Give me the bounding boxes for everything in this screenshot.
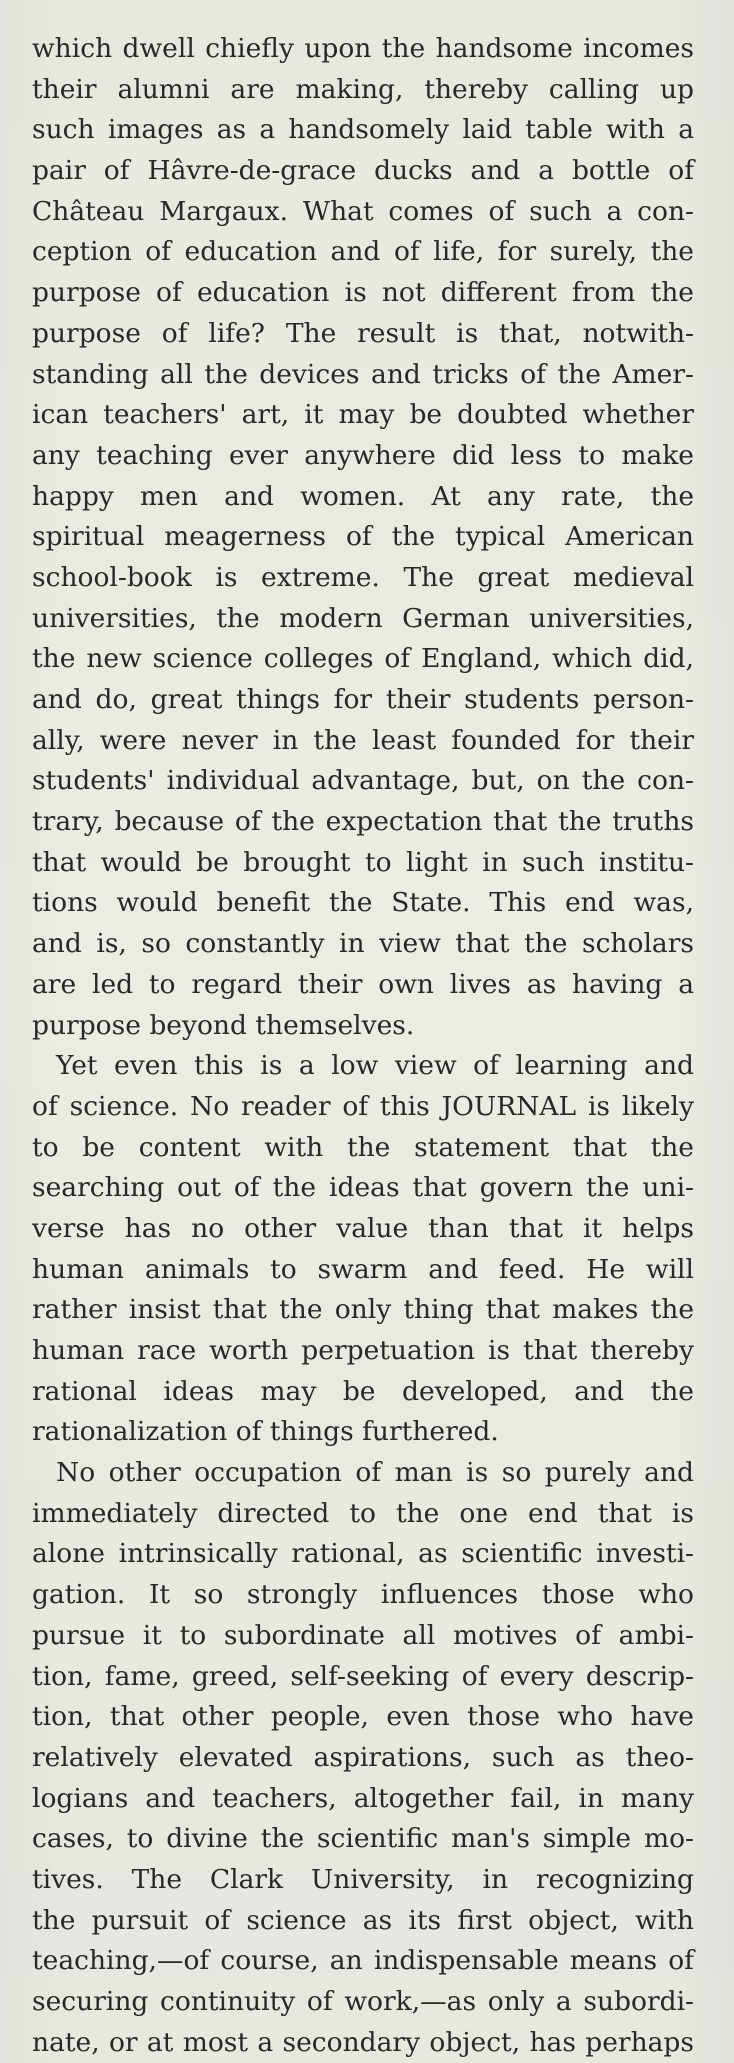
paragraph (32, 1046, 694, 1453)
text-line: gation. It so strongly influences those who (32, 1579, 694, 1611)
text-line: their alumni are making, thereby calling up (32, 73, 694, 105)
text-line: that would be brought to light in such institu- (32, 846, 694, 878)
text-line: pair of Hâvre-de-grace ducks and a bottle of (32, 155, 694, 187)
text-line: human animals to swarm and feed. He will (32, 1253, 694, 1285)
text-line: tions would benefit the State. This end was, (32, 887, 694, 919)
text-line: cases, to divine the scientific man's simple mo- (32, 1823, 694, 1855)
text-line: ally, were never in the least founded for their (32, 724, 694, 756)
text-line: purpose of life? The result is that, notwith- (32, 317, 694, 349)
paragraph (32, 29, 694, 1046)
text-line: students' individual advantage, but, on the con- (32, 765, 694, 797)
text-line: tives. The Clark University, in recognizing (32, 1863, 694, 1895)
text-line: Château Margaux. What comes of such a con- (32, 195, 694, 227)
text-line: searching out of the ideas that govern the uni- (32, 1172, 694, 1204)
text-line: No other occupation of man is so purely and (56, 1457, 694, 1489)
text-line: school-book is extreme. The great medieval (32, 561, 694, 593)
text-line: such images as a handsomely laid table with a (32, 114, 694, 146)
text-line: any teaching ever anywhere did less to make (32, 439, 694, 471)
text-line: universities, the modern German universities, (32, 602, 694, 634)
text-line: securing continuity of work,—as only a subordi- (32, 1986, 694, 2017)
text-line: spiritual meagerness of the typical American (32, 521, 694, 553)
text-line: the new science colleges of England, which did, (32, 643, 694, 675)
page-text-column (32, 29, 694, 2063)
text-line: tion, that other people, even those who have (32, 1701, 694, 1733)
text-line: alone intrinsically rational, as scientific investi- (32, 1538, 694, 1570)
text-line: logians and teachers, altogether fail, in many (32, 1782, 694, 1814)
text-line: nate, or at most a secondary object, has perhaps (32, 2026, 694, 2058)
text-line: tion, fame, greed, self-seeking of every descrip- (32, 1660, 694, 1692)
text-line: which dwell chiefly upon the handsome incomes (32, 33, 694, 64)
text-line: to be content with the statement that the (32, 1131, 694, 1163)
text-line: the pursuit of science as its first object, with (32, 1904, 694, 1936)
text-line: teaching,—of course, an indispensable means of (32, 1945, 694, 1977)
text-line: immediately directed to the one end that is (32, 1497, 694, 1529)
text-line: verse has no other value than that it helps (32, 1212, 694, 1244)
text-line: human race worth perpetuation is that thereby (32, 1335, 694, 1366)
text-line: relatively elevated aspirations, such as theo- (32, 1741, 694, 1773)
text-line: and do, great things for their students person- (32, 684, 694, 715)
text-line: purpose beyond themselves. (32, 1009, 415, 1041)
text-line: rational ideas may be developed, and the (32, 1375, 694, 1407)
text-line: of science. No reader of this JOURNAL is likely (32, 1090, 694, 1122)
text-line: rationalization of things furthered. (32, 1416, 499, 1448)
paragraph (32, 1453, 694, 2063)
text-line: standing all the devices and tricks of the Amer- (32, 358, 694, 390)
text-line: happy men and women. At any rate, the (32, 480, 694, 512)
text-line: rather insist that the only thing that makes the (32, 1294, 694, 1326)
text-line: Yet even this is a low view of learning and (56, 1050, 694, 1082)
text-line: are led to regard their own lives as having a (32, 968, 694, 1000)
text-line: ican teachers' art, it may be doubted whether (32, 399, 694, 431)
text-line: trary, because of the expectation that the truths (32, 806, 694, 838)
text-line: ception of education and of life, for surely, the (32, 236, 694, 268)
text-line: pursue it to subordinate all motives of ambi- (32, 1619, 694, 1651)
text-line: purpose of education is not different from the (32, 277, 694, 309)
text-line: and is, so constantly in view that the scholars (32, 928, 694, 960)
